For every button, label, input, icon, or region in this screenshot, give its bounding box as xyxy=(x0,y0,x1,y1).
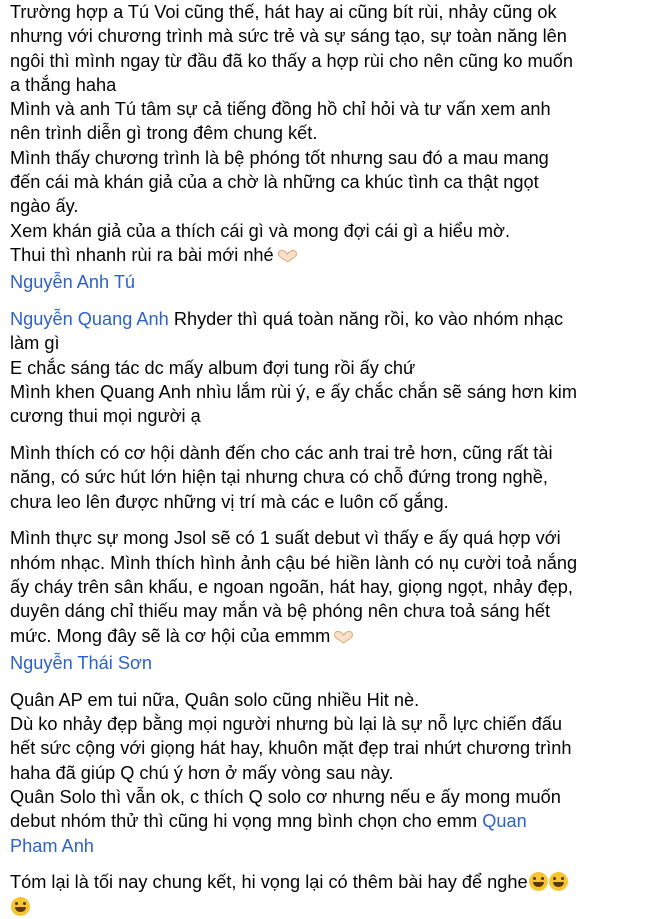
text-segment: duyên dáng chỉ thiếu may mắn và bệ phóng nên chưa toả sáng hết xyxy=(10,601,550,622)
text-segment: Xem khán giả của a thích cái gì và mong đợi cái gì a hiểu mờ. xyxy=(10,220,511,241)
mention-link[interactable]: Nguyễn Anh Tú xyxy=(10,272,136,293)
text-line xyxy=(10,270,640,294)
text-line xyxy=(10,809,640,833)
paragraph xyxy=(10,526,640,675)
paragraph-gap xyxy=(10,675,640,688)
text-segment: debut nhóm thử thì cũng hi vọng mng bình chọn cho emm xyxy=(10,811,483,832)
text-segment: Dù ko nhảy đẹp bằng mọi người nhưng bù lại là sự nỗ lực chiến đấu xyxy=(10,714,563,735)
paragraph xyxy=(10,441,640,514)
heart-hands-icon xyxy=(277,246,298,270)
text-segment: Mình thích có cơ hội dành đến cho các anh trai trẻ hơn, cũng rất tài xyxy=(10,443,553,464)
text-line xyxy=(10,761,640,785)
paragraph-gap xyxy=(10,295,640,308)
text-segment: ngôi thì mình ngay từ đầu đã ko thấy a hợp rùi cho nên cũng ko muốn xyxy=(10,50,574,71)
post-text xyxy=(10,0,640,919)
text-line xyxy=(10,895,640,919)
text-line xyxy=(10,575,640,599)
paragraph xyxy=(10,688,640,858)
laughing-face-icon xyxy=(529,872,548,891)
text-segment: Thui thì nhanh rùi ra bài mới nhé xyxy=(10,244,274,265)
text-segment: nhóm nhạc. Mình thích hình ảnh cậu bé hiền lành có nụ cười toả nắng xyxy=(10,552,578,573)
text-line xyxy=(10,551,640,575)
text-line xyxy=(10,331,640,355)
text-segment: ngào ấy. xyxy=(10,196,79,217)
text-segment: Mình khen Quang Anh nhìu lắm rùi ý, e ấy chắc chắn sẽ sáng hơn kim xyxy=(10,381,577,402)
text-line xyxy=(10,712,640,736)
text-segment: Rhyder thì quá toàn năng rồi, ko vào nhóm nhạc xyxy=(168,309,564,330)
text-segment: nhưng với chương trình mà sức trẻ và sự sáng tạo, sự toàn năng lên xyxy=(10,26,567,47)
text-line xyxy=(10,380,640,404)
text-line xyxy=(10,651,640,675)
text-line xyxy=(10,624,640,651)
text-segment: Trường hợp a Tú Voi cũng thế, hát hay ai cũng bít rùi, nhảy cũng ok xyxy=(10,2,557,22)
text-line xyxy=(10,146,640,170)
mention-link[interactable]: Nguyễn Quang Anh xyxy=(10,309,169,330)
text-line xyxy=(10,307,640,331)
text-line xyxy=(10,404,640,428)
text-line xyxy=(10,465,640,489)
text-line xyxy=(10,785,640,809)
text-line xyxy=(10,834,640,858)
paragraph-gap xyxy=(10,514,640,527)
text-line xyxy=(10,441,640,465)
text-segment: Quân AP em tui nữa, Quân solo cũng nhiều Hit nè. xyxy=(10,689,420,710)
text-line xyxy=(10,121,640,145)
mention-link[interactable]: Nguyễn Thái Sơn xyxy=(10,652,153,673)
paragraph xyxy=(10,0,640,295)
text-segment: haha đã giúp Q chú ý hơn ở mấy vòng sau này. xyxy=(10,762,394,783)
text-segment: Quân Solo thì vẫn ok, c thích Q solo cơ nhưng nếu e ấy mong muốn xyxy=(10,786,561,807)
paragraph-gap xyxy=(10,429,640,442)
text-line xyxy=(10,24,640,48)
text-line xyxy=(10,688,640,712)
mention-link[interactable]: Quan xyxy=(482,811,527,832)
text-segment: đến cái mà khán giả của a chờ là những ca khúc tình ca thật ngọt xyxy=(10,172,539,193)
paragraph xyxy=(10,307,640,428)
paragraph-gap xyxy=(10,858,640,871)
text-line xyxy=(10,526,640,550)
text-line xyxy=(10,73,640,97)
text-segment: Tóm lại là tối nay chung kết, hi vọng lại có thêm bài hay để nghe xyxy=(10,872,528,893)
text-line xyxy=(10,0,640,24)
text-segment: Mình và anh Tú tâm sự cả tiếng đồng hồ chỉ hỏi và tư vấn xem anh xyxy=(10,99,551,120)
text-segment: a thắng haha xyxy=(10,74,117,95)
text-line xyxy=(10,97,640,121)
text-line xyxy=(10,170,640,194)
text-segment: cương thui mọi người ạ xyxy=(10,406,201,427)
text-segment: làm gì xyxy=(10,333,60,354)
text-segment: hết sức cộng với giọng hát hay, khuôn mặt đẹp trai nhứt chương trình xyxy=(10,738,572,759)
text-line xyxy=(10,490,640,514)
text-segment: ấy cháy trên sân khấu, e ngoan ngoãn, hát hay, giọng ngọt, nhảy đẹp, xyxy=(10,577,573,598)
text-line xyxy=(10,599,640,623)
text-line xyxy=(10,194,640,218)
heart-hands-icon xyxy=(333,627,354,651)
text-segment: năng, có sức hút lớn hiện tại nhưng chưa có chỗ đứng trong nghề, xyxy=(10,467,548,488)
text-segment: mức. Mong đây sẽ là cơ hội của emmm xyxy=(10,625,331,646)
text-line xyxy=(10,219,640,243)
text-segment: E chắc sáng tác dc mấy album đợi tung rồi ấy chứ xyxy=(10,357,416,378)
text-segment: Mình thấy chương trình là bệ phóng tốt nhưng sau đó a mau mang xyxy=(10,147,549,168)
text-line xyxy=(10,356,640,380)
text-segment: nên trình diễn gì trong đêm chung kết. xyxy=(10,123,318,144)
laughing-face-icon xyxy=(11,897,30,916)
text-line xyxy=(10,243,640,270)
laughing-face-icon xyxy=(549,872,568,891)
text-segment: Mình thực sự mong Jsol sẽ có 1 suất debut vì thấy e ấy quá hợp với xyxy=(10,528,561,549)
mention-link[interactable]: Pham Anh xyxy=(10,835,94,856)
text-line xyxy=(10,49,640,73)
text-line xyxy=(10,870,640,894)
text-line xyxy=(10,736,640,760)
text-segment: chưa leo lên được những vị trí mà các e luôn cố gắng. xyxy=(10,491,449,512)
